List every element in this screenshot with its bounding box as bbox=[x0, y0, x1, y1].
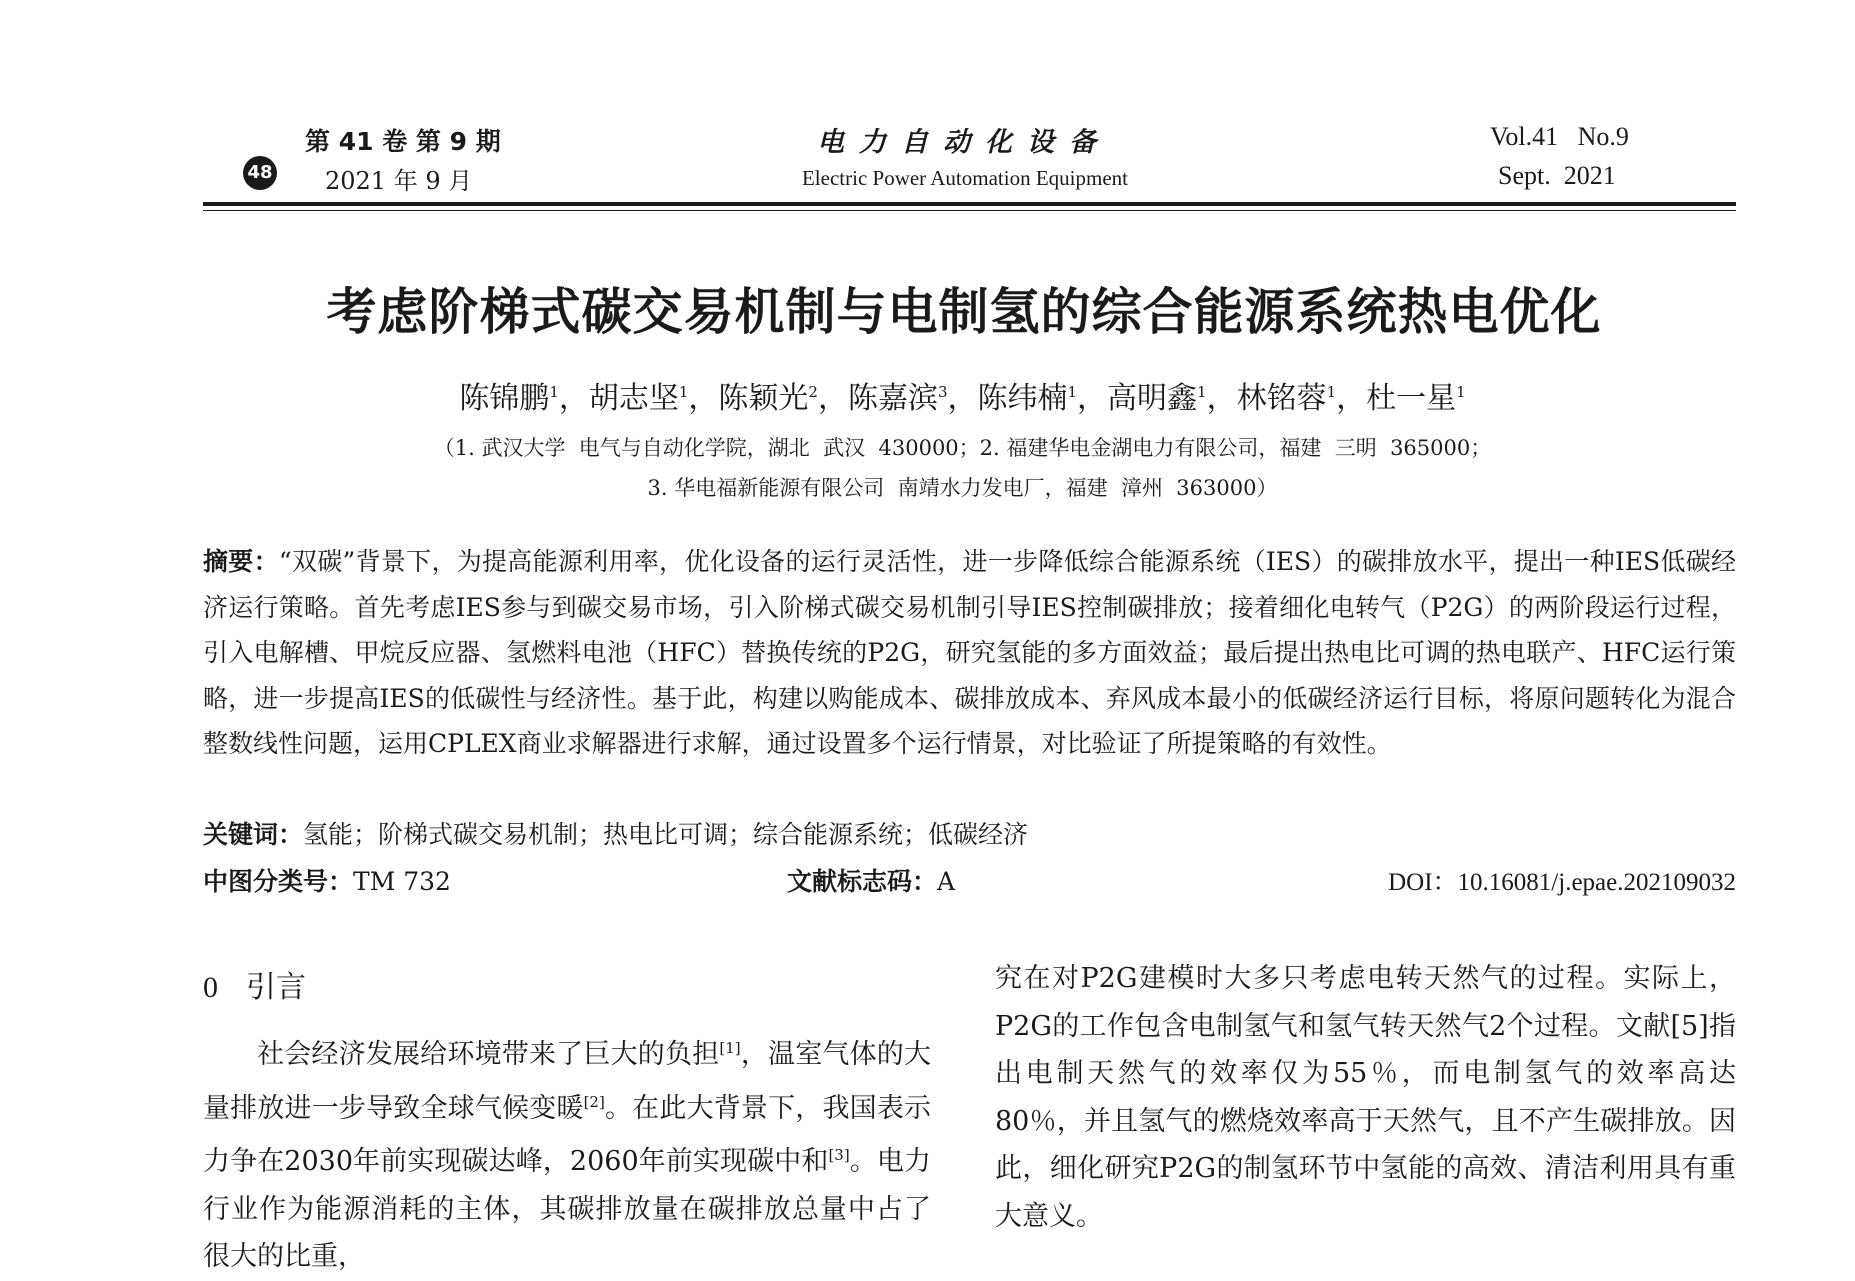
journal-title-cn: 电力自动化设备 bbox=[817, 127, 1111, 158]
author: 陈嘉滨$^3$， bbox=[847, 381, 978, 416]
keywords-label: 关键词： bbox=[203, 820, 304, 849]
author-name: 高明鑫 bbox=[1107, 381, 1198, 416]
page-number-badge: 48 bbox=[243, 156, 277, 190]
author-affiliation-mark: 1 bbox=[1067, 383, 1078, 401]
doc-code-value: A bbox=[937, 867, 956, 896]
author-list bbox=[0, 373, 1855, 417]
doi: DOI：10.16081/j.epae.202109032 bbox=[1388, 869, 1736, 896]
author-affiliation-mark: 2 bbox=[808, 383, 818, 401]
volume-issue-en: Vol.41 No.9 bbox=[1490, 122, 1629, 151]
citation-ref: [1] bbox=[719, 1039, 741, 1057]
author-affiliation-mark: 1 bbox=[1326, 383, 1337, 401]
clc-label: 中图分类号： bbox=[203, 867, 354, 896]
header-rule-thin bbox=[203, 210, 1736, 211]
journal-title-en: Electric Power Automation Equipment bbox=[801, 166, 1128, 190]
body-text: 。在此大背景下，我国表示力争在2030年前实现碳达峰，2060年前实现碳中和 bbox=[203, 1092, 932, 1177]
author-affiliation-mark: 1 bbox=[1456, 383, 1466, 401]
doc-code-label: 文献标志码： bbox=[787, 867, 938, 896]
author: 高明鑫$^1$， bbox=[1107, 381, 1237, 416]
body-column-left bbox=[203, 1025, 931, 1281]
author-affiliation-mark: 3 bbox=[937, 383, 948, 401]
header-rule-thick bbox=[203, 202, 1736, 206]
keywords bbox=[203, 815, 1028, 851]
citation-ref: [2] bbox=[583, 1092, 605, 1111]
body-text: 社会经济发展给环境带来了巨大的负担 bbox=[257, 1039, 720, 1070]
date-en: Sept. 2021 bbox=[1498, 161, 1616, 190]
body-column-right: 究在对P2G建模时大多只考虑电转天然气的过程。实际上，P2G的工作包含电制氢气和氢气转天然气2个过程。文献[5]指出电制天然气的效率仅为55％，而电制氢气的效率高达80％，并且氢气的燃烧效率高于天然气，且不产生碳排放。因此，细化研究P2G的制氢环节中氢能的高效、清洁利用具有重大意义。 bbox=[995, 963, 1736, 1232]
author-affiliation-mark: 1 bbox=[678, 383, 689, 401]
clc-number bbox=[203, 862, 451, 898]
citation-ref: [3] bbox=[828, 1146, 850, 1164]
author-name: 陈锦鹏 bbox=[459, 381, 550, 416]
abstract-label: 摘要： bbox=[203, 547, 279, 576]
author-name: 陈颖光 bbox=[718, 381, 809, 416]
author-name: 陈嘉滨 bbox=[847, 381, 938, 416]
author bbox=[1366, 381, 1466, 416]
abstract bbox=[203, 539, 1736, 767]
section-heading bbox=[203, 962, 306, 1006]
author-name: 杜一星 bbox=[1366, 381, 1457, 416]
section-title: 引言 bbox=[246, 970, 306, 1005]
body-text: 。电力行业作为能源消耗的主体，其碳排放量在碳排放总量中占了很大的比重， bbox=[203, 1146, 931, 1272]
keywords-text: 氢能；阶梯式碳交易机制；热电比可调；综合能源系统；低碳经济 bbox=[303, 820, 1029, 849]
document-code bbox=[787, 862, 955, 898]
author-name: 陈纬楠 bbox=[977, 381, 1068, 416]
abstract-text: “双碳”背景下，为提高能源利用率，优化设备的运行灵活性，进一步降低综合能源系统（IES）的碳排放水平，提出一种IES低碳经济运行策略。首先考虑IES参与到碳交易市场，引入阶梯式碳交易机制引导IES控制碳排放；接着细化电转气（P2G）的两阶段运行过程，引入电解槽、甲烷反应器、氢燃料电池（HFC）替换传统的P2G，研究氢能的多方面效益；最后提出热电比可调的热电联产、HFC运行策略，进一步提高IES的低碳性与经济性。基于此，构建以购能成本、碳排放成本、弃风成本最小的低碳经济运行目标，将原问题转化为混合整数线性问题，运用CPLEX商业求解器进行求解，通过设置多个运行情景，对比验证了所提策略的有效性。 bbox=[203, 547, 1736, 758]
author: 胡志坚$^1$， bbox=[588, 381, 719, 416]
author-affiliation-mark: 1 bbox=[1197, 383, 1207, 401]
author: 陈颖光$^2$， bbox=[718, 381, 848, 416]
author: 陈锦鹏$^1$， bbox=[459, 381, 589, 416]
date-cn: 2021 年 9 月 bbox=[325, 167, 473, 195]
author: 陈纬楠$^1$， bbox=[977, 381, 1108, 416]
author-affiliation-mark: 1 bbox=[549, 383, 559, 401]
body-text: ，温室气体的大量排放进一步导致全球气候变暖 bbox=[203, 1039, 932, 1124]
volume-issue-cn: 第 41 卷 第 9 期 bbox=[305, 127, 501, 156]
section-number: 0 bbox=[203, 971, 218, 1004]
clc-value: TM 732 bbox=[353, 867, 451, 896]
affiliation-line-1: （1. 武汉大学 电气与自动化学院，湖北 武汉 430000；2. 福建华电金湖电力有限公司，福建 三明 365000； bbox=[433, 436, 1492, 460]
paper-title: 考虑阶梯式碳交易机制与电制氢的综合能源系统热电优化 bbox=[326, 283, 1602, 341]
author-name: 林铭蓉 bbox=[1236, 381, 1327, 416]
author: 林铭蓉$^1$， bbox=[1236, 381, 1367, 416]
affiliation-line-2: 3. 华电福新能源有限公司 南靖水力发电厂，福建 漳州 363000） bbox=[647, 476, 1278, 500]
author-name: 胡志坚 bbox=[588, 381, 679, 416]
